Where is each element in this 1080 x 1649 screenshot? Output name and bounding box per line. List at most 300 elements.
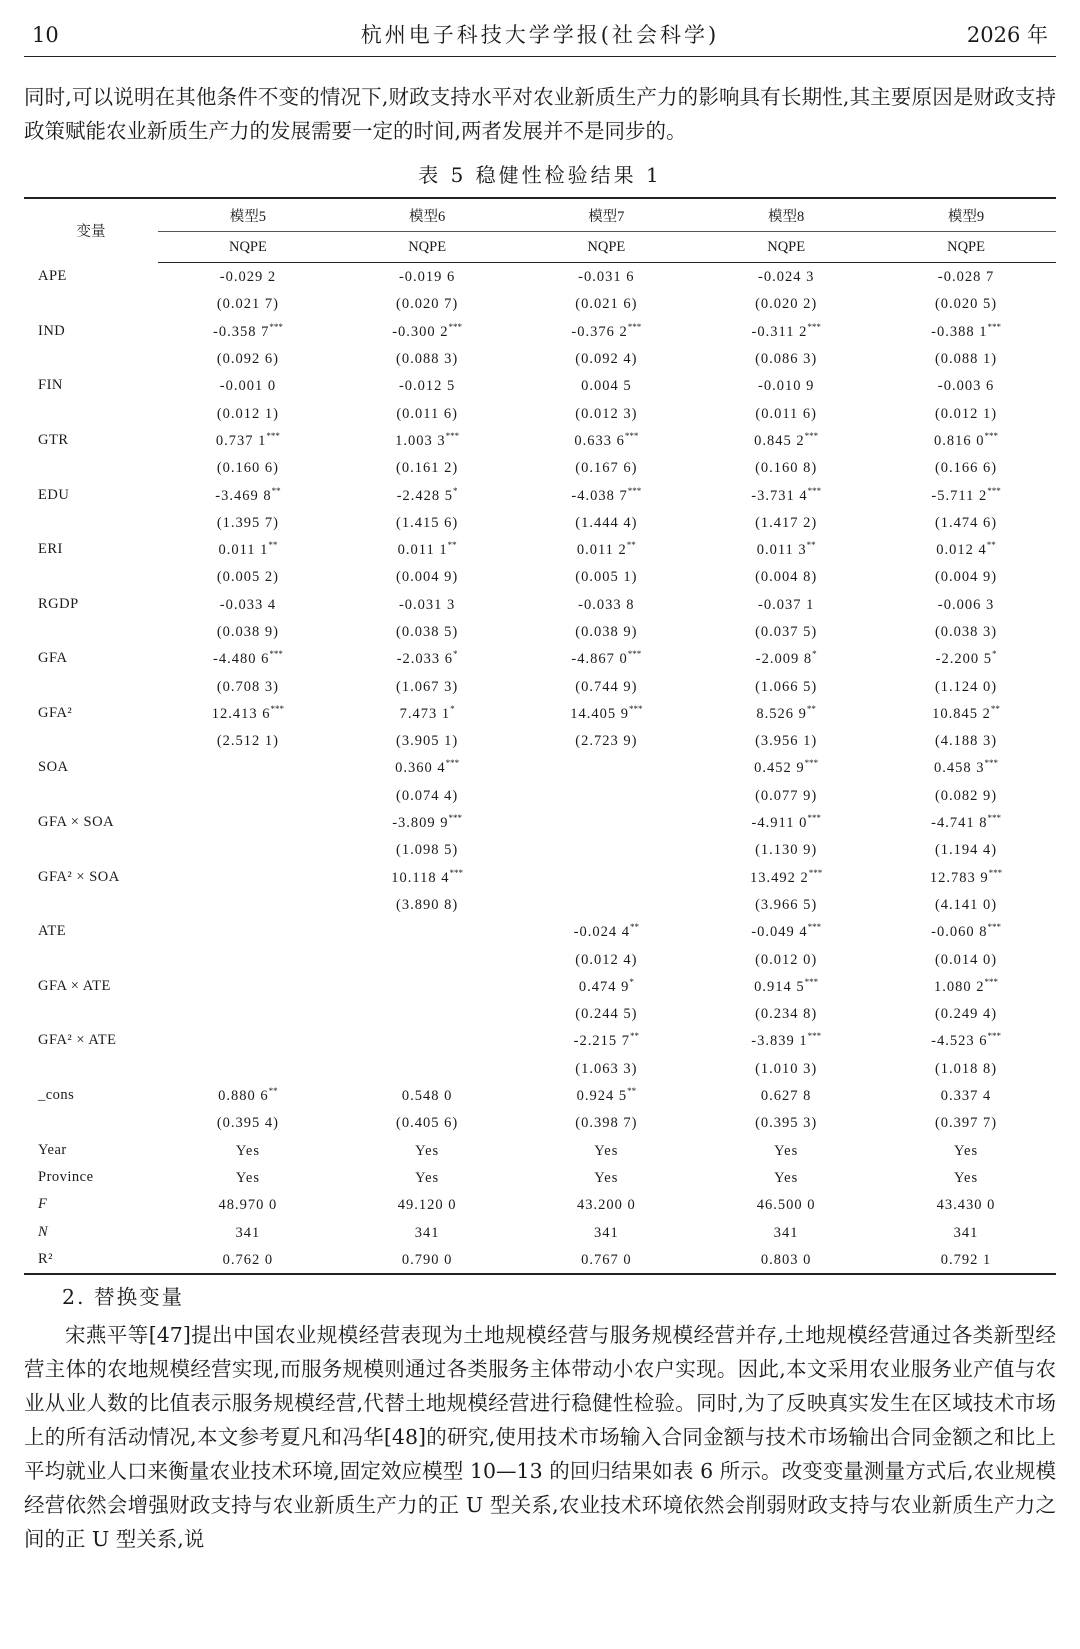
cell-value: -0.028 7 [937, 269, 995, 286]
variable-name [24, 399, 158, 426]
table-cell [158, 754, 338, 781]
variable-name: GFA² × ATE [38, 1032, 117, 1049]
cell-value: -4.867 0 [571, 651, 628, 668]
cell-value: (0.012 1) [216, 405, 280, 422]
table-cell [158, 672, 338, 699]
cell-value: -0.037 1 [758, 596, 815, 613]
cell-value: (0.037 5) [755, 624, 818, 640]
table-cell [876, 645, 1056, 672]
table-cell [158, 1137, 338, 1164]
variable-name: IND [38, 322, 66, 339]
significance-stars: *** [628, 703, 643, 714]
cell-value: (4.141 0) [934, 896, 998, 913]
cell-value: (0.074 4) [396, 787, 459, 804]
table-cell [696, 345, 876, 372]
cell-value: (3.966 5) [755, 896, 818, 913]
table-row [24, 754, 1056, 781]
table-cell [338, 973, 517, 1000]
table-cell [338, 454, 517, 481]
variable-name [24, 563, 158, 590]
cell-value: 13.492 2 [750, 869, 809, 886]
table-cell [876, 891, 1056, 918]
significance-stars: *** [987, 1031, 1001, 1042]
table-cell [696, 1082, 876, 1109]
significance-stars: ** [806, 703, 816, 714]
cell-value: (3.905 1) [396, 733, 459, 750]
significance-stars: *** [984, 758, 999, 769]
table-cell [158, 891, 338, 918]
variable-name: APE [38, 267, 67, 284]
variable-name [24, 891, 158, 918]
variable-name: GFA² × SOA [38, 868, 120, 885]
variable-name: EDU [38, 486, 70, 503]
cell-value: 0.012 4 [936, 542, 987, 559]
table-cell [696, 290, 876, 317]
cell-value: (0.234 8) [755, 1006, 818, 1023]
table-row [24, 918, 1056, 945]
cell-value: -0.031 3 [398, 596, 456, 613]
cell-value: (1.018 8) [934, 1060, 998, 1077]
table-cell [876, 973, 1056, 1000]
table-row [24, 891, 1056, 918]
dependent-variable-header: NQPE [516, 232, 696, 263]
table-cell [876, 809, 1056, 836]
table-row [24, 1027, 1056, 1054]
variable-name: Year [38, 1141, 67, 1158]
variable-name: GFA [38, 650, 68, 667]
table-cell [876, 345, 1056, 372]
table-cell [516, 563, 696, 590]
cell-value: Yes [594, 1169, 619, 1186]
significance-stars: *** [984, 976, 999, 987]
table-cell [158, 536, 338, 563]
cell-value: 0.762 0 [222, 1251, 274, 1268]
table-cell [516, 318, 696, 345]
table-cell [696, 1191, 876, 1218]
table-cell [516, 1082, 696, 1109]
cell-value: (0.004 9) [396, 569, 459, 586]
cell-value: Yes [235, 1169, 260, 1186]
table-cell [338, 1137, 517, 1164]
running-head [24, 18, 1056, 52]
table-body [24, 263, 1056, 1274]
significance-stars: ** [626, 540, 636, 551]
cell-value: (0.077 9) [755, 787, 818, 804]
cell-value: (0.160 8) [755, 460, 818, 477]
table-cell [516, 1246, 696, 1274]
cell-value: 14.405 9 [570, 705, 629, 722]
table-cell [338, 918, 517, 945]
significance-stars: *** [266, 430, 280, 441]
significance-stars: *** [807, 321, 821, 332]
table-cell [158, 1246, 338, 1274]
table-cell [696, 509, 876, 536]
significance-stars: * [453, 649, 458, 660]
cell-value: 46.500 0 [756, 1197, 816, 1214]
cell-value: (0.038 5) [396, 624, 459, 640]
significance-stars: * [812, 649, 817, 660]
cell-value: (0.249 4) [934, 1006, 998, 1023]
variable-name: F [38, 1196, 48, 1213]
cell-value: (1.444 4) [575, 514, 638, 531]
cell-value: -0.311 2 [751, 323, 808, 340]
table-cell [516, 372, 696, 399]
table-cell [516, 918, 696, 945]
table-cell [696, 618, 876, 645]
cell-value: -0.024 4 [573, 924, 630, 941]
cell-value: 1.003 3 [395, 432, 446, 449]
table-cell [876, 1082, 1056, 1109]
table-cell [158, 399, 338, 426]
cell-value: 0.548 0 [401, 1088, 453, 1105]
significance-stars: * [450, 703, 455, 714]
cell-value: (0.012 4) [575, 951, 638, 968]
cell-value: 0.474 9 [578, 978, 630, 995]
table-cell [876, 700, 1056, 727]
cell-value: (0.166 6) [934, 460, 998, 477]
cell-value: (0.244 5) [575, 1006, 638, 1023]
table-cell [696, 263, 876, 291]
cell-value: -4.480 6 [213, 651, 270, 668]
cell-value: (0.088 1) [934, 351, 998, 368]
table-cell [158, 345, 338, 372]
significance-stars: *** [984, 430, 999, 441]
significance-stars: *** [807, 485, 822, 496]
cell-value: -0.003 6 [937, 378, 995, 395]
cell-value: Yes [235, 1142, 260, 1159]
significance-stars: *** [270, 703, 285, 714]
table-cell [338, 1082, 517, 1109]
variable-name: GFA × SOA [38, 814, 115, 831]
cell-value: Yes [774, 1169, 799, 1186]
intro-paragraph: 同时,可以说明在其他条件不变的情况下,财政支持水平对农业新质生产力的影响具有长期性,其主要原因是财政支持政策赋能农业新质生产力的发展需要一定的时间,两者发展并不是同步的。 [24, 85, 1056, 143]
significance-stars: *** [269, 649, 283, 660]
cell-value: (0.012 1) [934, 405, 998, 422]
table-cell [338, 481, 517, 508]
table-cell [696, 973, 876, 1000]
table-cell [158, 864, 338, 891]
table-row [24, 700, 1056, 727]
table-cell [338, 536, 517, 563]
variable-name [24, 782, 158, 809]
cell-value: 0.633 6 [574, 432, 625, 449]
significance-stars: * [453, 485, 458, 496]
table-cell [338, 591, 517, 618]
table-row [24, 536, 1056, 563]
table-row [24, 1137, 1056, 1164]
cell-value: (0.021 7) [216, 296, 280, 313]
significance-stars: *** [988, 867, 1003, 878]
cell-value: 341 [235, 1224, 261, 1241]
table-row [24, 1082, 1056, 1109]
significance-stars: *** [449, 867, 463, 878]
table-cell [516, 290, 696, 317]
journal-name: 杭州电子科技大学学报(社会科学) [360, 23, 720, 47]
table-cell [158, 454, 338, 481]
table-cell [876, 672, 1056, 699]
cell-value: 0.924 5 [576, 1088, 628, 1105]
table-row [24, 727, 1056, 754]
table-cell [516, 345, 696, 372]
table-cell [338, 427, 517, 454]
table-cell [158, 618, 338, 645]
table-cell [696, 727, 876, 754]
table-cell [338, 372, 517, 399]
table-cell [696, 754, 876, 781]
table-row [24, 672, 1056, 699]
table-cell [696, 399, 876, 426]
cell-value: (0.038 9) [575, 624, 638, 640]
cell-value: (3.956 1) [755, 733, 818, 750]
cell-value: (0.038 9) [216, 624, 280, 640]
table-cell [876, 1109, 1056, 1136]
significance-stars: *** [804, 976, 819, 987]
cell-value: (0.021 6) [575, 296, 638, 313]
table-cell [516, 1218, 696, 1245]
table-row [24, 481, 1056, 508]
cell-value: (2.723 9) [575, 733, 638, 750]
cell-value: 0.790 0 [401, 1251, 453, 1268]
table-cell [158, 591, 338, 618]
table-cell [696, 454, 876, 481]
cell-value: -2.200 5 [935, 651, 992, 668]
significance-stars: ** [990, 703, 1000, 714]
variable-name [24, 454, 158, 481]
significance-stars: *** [627, 649, 642, 660]
table-cell [516, 645, 696, 672]
table-cell [696, 1246, 876, 1274]
table-cell [338, 1055, 517, 1082]
cell-value: Yes [415, 1142, 440, 1159]
table-cell [696, 1218, 876, 1245]
significance-stars: *** [804, 430, 819, 441]
cell-value: (0.395 4) [216, 1115, 280, 1132]
cell-value: 10.845 2 [932, 705, 991, 722]
table-cell [876, 509, 1056, 536]
cell-value: 43.200 0 [576, 1197, 636, 1214]
table-cell [876, 536, 1056, 563]
cell-value: -0.001 0 [219, 378, 277, 395]
table-cell [338, 754, 517, 781]
table-cell [696, 891, 876, 918]
table-row [24, 1109, 1056, 1136]
table-cell [876, 754, 1056, 781]
cell-value: (3.890 8) [396, 896, 459, 913]
cell-value: -2.428 5 [396, 487, 454, 504]
cell-value: 0.737 1 [215, 432, 267, 449]
table-cell [876, 591, 1056, 618]
table-row [24, 836, 1056, 863]
significance-stars: *** [627, 485, 642, 496]
cell-value: -2.215 7 [573, 1033, 630, 1050]
cell-value: (0.088 3) [396, 351, 459, 368]
cell-value: 0.914 5 [754, 978, 805, 995]
cell-value: (0.092 6) [216, 351, 280, 368]
cell-value: 341 [773, 1224, 799, 1241]
table-cell [338, 1109, 517, 1136]
variable-name: Province [38, 1168, 94, 1185]
table-cell [696, 1000, 876, 1027]
cell-value: 341 [414, 1224, 440, 1241]
cell-value: 0.011 2 [576, 542, 627, 559]
table-row [24, 618, 1056, 645]
significance-stars: *** [987, 922, 1001, 933]
cell-value: (1.098 5) [396, 842, 459, 859]
cell-value: -0.010 9 [758, 378, 815, 395]
cell-value: -4.523 6 [931, 1033, 988, 1050]
cell-value: 43.430 0 [936, 1197, 996, 1214]
significance-stars: *** [804, 758, 819, 769]
table-cell [876, 399, 1056, 426]
significance-stars: *** [448, 321, 463, 332]
table-row [24, 973, 1056, 1000]
cell-value: Yes [594, 1142, 619, 1159]
cell-value: -0.300 2 [392, 323, 449, 340]
significance-stars: *** [627, 321, 642, 332]
significance-stars: *** [269, 321, 283, 332]
variable-name: N [38, 1223, 49, 1240]
cell-value: 341 [953, 1224, 979, 1241]
table-cell [158, 263, 338, 291]
variable-name [24, 727, 158, 754]
cell-value: -0.006 3 [937, 596, 995, 613]
table-cell [338, 290, 517, 317]
model-header: 模型6 [338, 198, 517, 232]
table-cell [338, 618, 517, 645]
significance-stars: ** [447, 540, 457, 551]
cell-value: 7.473 1 [399, 705, 451, 722]
table-cell [696, 945, 876, 972]
cell-value: -4.911 0 [751, 815, 808, 832]
table-cell [696, 1164, 876, 1191]
table-row [24, 399, 1056, 426]
table-cell [696, 1055, 876, 1082]
cell-value: -2.033 6 [396, 651, 454, 668]
table-cell [516, 973, 696, 1000]
variable-name: R² [24, 1246, 158, 1274]
table-cell [158, 372, 338, 399]
cell-value: (0.004 8) [755, 569, 818, 586]
table-cell [696, 563, 876, 590]
cell-value: -0.019 6 [398, 269, 456, 286]
table-cell [338, 263, 517, 291]
table-cell [158, 782, 338, 809]
variable-name [24, 618, 158, 645]
cell-value: 0.360 4 [395, 760, 446, 777]
cell-value: (1.066 5) [755, 678, 818, 695]
cell-value: 0.803 0 [760, 1251, 812, 1268]
dependent-variable-header: NQPE [696, 232, 876, 263]
table-cell [516, 1055, 696, 1082]
cell-value: -4.038 7 [571, 487, 628, 504]
significance-stars: ** [629, 922, 639, 933]
variable-name [24, 509, 158, 536]
table-cell [516, 836, 696, 863]
table-cell [338, 345, 517, 372]
variable-name: GTR [38, 431, 69, 448]
cell-value: (0.160 6) [216, 460, 280, 477]
significance-stars: * [991, 649, 997, 660]
cell-value: (1.124 0) [934, 678, 998, 695]
table-cell [876, 454, 1056, 481]
table-cell [516, 263, 696, 291]
significance-stars: ** [268, 1086, 278, 1097]
cell-value: 12.413 6 [211, 705, 271, 722]
cell-value: Yes [954, 1142, 979, 1159]
table-cell [696, 809, 876, 836]
table-cell [338, 782, 517, 809]
table-row [24, 1191, 1056, 1218]
table-cell [696, 318, 876, 345]
cell-value: 0.011 1 [218, 542, 269, 559]
cell-value: (0.011 6) [755, 405, 817, 422]
table-cell [516, 727, 696, 754]
table-cell [696, 836, 876, 863]
table-cell [338, 1246, 517, 1274]
table-row [24, 1055, 1056, 1082]
table-cell [338, 1000, 517, 1027]
table-cell [338, 1027, 517, 1054]
variable-name [24, 345, 158, 372]
table-cell [516, 782, 696, 809]
table-row [24, 318, 1056, 345]
variable-name: RGDP [38, 595, 79, 612]
table-cell [696, 700, 876, 727]
cell-value: 0.011 1 [397, 542, 448, 559]
body-paragraph: 宋燕平等[47]提出中国农业规模经营表现为土地规模经营与服务规模经营并存,土地规模经营通过各类新型经营主体的农地规模经营实现,而服务规模则通过各类服务主体带动小农户实现。因此,本文采用农业服务业产值与农业从业人数的比值表示服务规模经营,代替土地规模经营进行稳健性检验。同时,为了反映真实发生在区域技术市场上的所有活动情况,本文参考夏凡和冯华[48]的研究,使用技术市场输入合同金额与技术市场输出合同金额之和比上平均就业人口来衡量农业技术环境,固定效应模型 10—13 的回归结果如表 6 所示。改变变量测量方式后,农业规模经营依然会增强财政支持与农业新质生产力的正 U 型关系,农业技术环境依然会削弱财政支持与农业新质生产力之间的正 U 型关系,说 [24, 1323, 1056, 1551]
table-cell [876, 481, 1056, 508]
table-cell [158, 318, 338, 345]
significance-stars: *** [445, 430, 460, 441]
table-cell [696, 782, 876, 809]
table-cell [696, 672, 876, 699]
cell-value: (1.010 3) [755, 1060, 818, 1077]
table-row [24, 1246, 1056, 1274]
cell-value: (0.082 9) [934, 787, 998, 804]
cell-value: 48.970 0 [218, 1197, 278, 1214]
cell-value: -2.009 8 [755, 651, 813, 668]
table-cell [338, 727, 517, 754]
significance-stars: *** [987, 321, 1001, 332]
variable-name [24, 672, 158, 699]
table-cell [876, 263, 1056, 291]
table-cell [158, 1109, 338, 1136]
table-cell [338, 563, 517, 590]
cell-value: (0.397 7) [934, 1115, 998, 1132]
variable-name: ERI [38, 541, 63, 558]
cell-value: (0.004 9) [934, 569, 998, 586]
variable-name [24, 1109, 158, 1136]
table-cell [876, 727, 1056, 754]
significance-stars: ** [986, 540, 996, 551]
cell-value: (1.194 4) [934, 842, 998, 859]
table-row [24, 345, 1056, 372]
significance-stars: *** [807, 813, 821, 824]
table-cell [158, 509, 338, 536]
table-cell [338, 1191, 517, 1218]
table-cell [158, 1191, 338, 1218]
table-cell [516, 591, 696, 618]
table-cell [876, 427, 1056, 454]
table-row [24, 809, 1056, 836]
significance-stars: * [629, 976, 634, 987]
table-cell [696, 536, 876, 563]
table-row [24, 1164, 1056, 1191]
cell-value: -0.049 4 [751, 924, 808, 941]
cell-value: Yes [415, 1169, 440, 1186]
cell-value: 0.792 1 [940, 1251, 992, 1268]
table-cell [516, 809, 696, 836]
